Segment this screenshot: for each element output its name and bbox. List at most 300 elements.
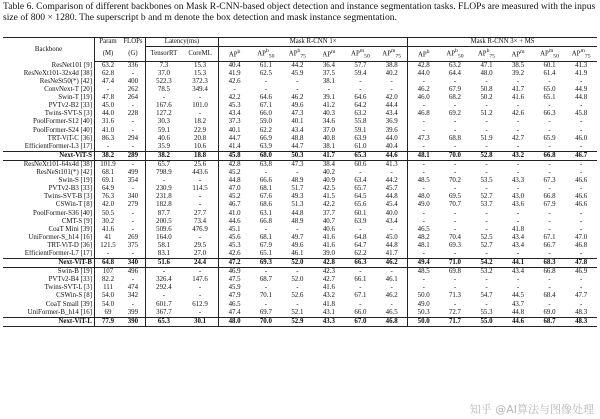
table-cell: - <box>453 185 457 193</box>
table-cell: - <box>439 160 471 169</box>
table-cell: 67.1 <box>543 233 556 241</box>
table-cell: 340 <box>121 259 145 268</box>
table-cell: 47.5 <box>228 276 241 284</box>
table-cell: - <box>345 268 377 277</box>
table-cell: 18.2 <box>182 118 219 126</box>
table-cell: 46.9 <box>565 268 597 277</box>
table-cell: 41.3 <box>376 160 408 169</box>
table-cell: 30.3 <box>157 118 170 126</box>
table-cell: - <box>516 209 520 217</box>
table-cell: 349.4 <box>182 86 219 94</box>
table-row <box>3 70 597 78</box>
table-cell: 45.6 <box>228 233 241 241</box>
table-cell: 50.3 <box>282 151 314 160</box>
backbone-name: TRT-ViT-C [36] <box>3 135 95 143</box>
table-cell: 78.5 <box>157 86 170 94</box>
table-cell: 496 <box>121 268 145 277</box>
table-cell: 66.0 <box>354 308 367 316</box>
table-cell: 66.3 <box>345 259 377 268</box>
table-cell: 25.6 <box>182 160 219 169</box>
header-param: Param <box>95 38 121 47</box>
table-cell: 42.2 <box>322 201 335 209</box>
table-cell: 72.7 <box>448 308 461 316</box>
table-cell: - <box>548 300 551 308</box>
table-cell: 69.3 <box>448 241 461 249</box>
table-row <box>3 309 597 318</box>
table-cell: 37.5 <box>322 69 335 77</box>
table-cell: 44.8 <box>228 177 241 185</box>
table-cell: - <box>121 301 145 309</box>
table-cell: - <box>579 284 583 292</box>
table-row <box>3 317 597 326</box>
table-cell: 54.7 <box>480 292 493 300</box>
table-cell: 43.4 <box>376 110 408 118</box>
table-cell: 44.6 <box>376 151 408 160</box>
table-row <box>3 127 597 135</box>
table-cell: - <box>296 169 299 177</box>
table-cell: 326.4 <box>156 276 172 284</box>
table-cell: 47.3 <box>417 134 430 142</box>
backbone-name: Swin-S [19] <box>3 177 95 185</box>
table-cell: 40.4 <box>228 61 241 69</box>
table-cell: 48.2 <box>417 233 430 241</box>
table-cell: 52.7 <box>480 193 493 201</box>
table-cell: - <box>422 276 425 284</box>
table-cell: 49.3 <box>291 193 304 201</box>
table-cell: 45.3 <box>228 102 241 110</box>
table-cell: 46.6 <box>575 193 588 201</box>
table-cell: 69.5 <box>448 193 461 201</box>
table-cell: 41.6 <box>101 225 115 233</box>
table-cell: 601.7 <box>156 300 172 308</box>
table-cell: 65.7 <box>145 160 182 169</box>
table-cell: 289 <box>121 151 145 160</box>
header-ap-b50: $AP^b_{50}$ <box>250 47 282 62</box>
table-cell: 51.9 <box>480 134 493 142</box>
table-cell: 48.5 <box>417 177 430 185</box>
table-cell: 101.0 <box>182 102 219 110</box>
table-cell: 43.4 <box>376 218 408 226</box>
table-cell: 63.9 <box>354 217 367 225</box>
table-cell: 51.6 <box>145 259 182 268</box>
table-cell: 48.9 <box>291 217 304 225</box>
table-cell: 41.5 <box>322 193 335 201</box>
table-body <box>3 61 597 326</box>
table-cell: - <box>516 102 520 110</box>
table-cell: 499 <box>121 169 145 177</box>
table-cell: 48.1 <box>408 151 440 160</box>
table-row <box>3 210 597 218</box>
table-cell: 43.2 <box>322 292 335 300</box>
table-cell: 46.0 <box>575 134 588 142</box>
table-cell: - <box>485 276 488 284</box>
table-cell: 54.0 <box>101 300 115 308</box>
table-cell: 50.0 <box>417 292 430 300</box>
header-ap-m: $AP^m$ <box>313 47 345 62</box>
table-cell: 264 <box>121 94 145 102</box>
table-cell: - <box>182 177 219 185</box>
table-cell: 68.1 <box>259 185 272 193</box>
table-cell: 46.7 <box>565 151 597 160</box>
table-cell: - <box>548 118 551 126</box>
table-cell: - <box>502 160 534 169</box>
table-cell: 49.7 <box>291 233 304 241</box>
table-cell: 45.1 <box>228 225 241 233</box>
table-cell: 70.4 <box>448 233 461 241</box>
table-cell: 70.1 <box>259 292 272 300</box>
table-cell: - <box>453 78 457 85</box>
table-cell: 44.9 <box>575 86 588 94</box>
table-cell: 38.5 <box>511 61 525 69</box>
table-cell: 73.4 <box>182 218 219 226</box>
table-cell: 71.3 <box>448 292 461 300</box>
table-cell: 46.2 <box>417 86 430 94</box>
table-cell: 46.8 <box>575 241 588 249</box>
table-cell: 46.2 <box>376 259 408 268</box>
table-cell: - <box>453 276 457 284</box>
table-cell: 64.7 <box>354 241 367 249</box>
table-cell: 44.0 <box>101 110 115 118</box>
table-cell: - <box>516 78 520 85</box>
table-cell: 59.0 <box>259 118 272 126</box>
table-cell: 67.6 <box>259 193 272 201</box>
table-cell: - <box>516 217 520 225</box>
table-cell: 39.6 <box>376 127 408 135</box>
table-cell: 39.1 <box>322 94 335 102</box>
table-caption: Table 6. Comparison of different backbones on Mask R-CNN-based object detection and instance segmentation tasks. FLOPs are measured with the inpus size of 800 × 1280. The superscript b and m denote the box detection and mask instance segmentation. <box>3 1 596 24</box>
table-cell: 45.7 <box>376 185 408 193</box>
table-cell: 476.9 <box>182 226 219 234</box>
table-cell: 42.0 <box>101 201 115 209</box>
table-cell: 44.5 <box>511 292 525 300</box>
table-cell: 65.6 <box>354 201 367 209</box>
table-cell: 41.0 <box>228 209 241 217</box>
table-cell: - <box>579 78 583 85</box>
table-cell: - <box>121 276 145 284</box>
table-cell: 52.7 <box>480 241 493 249</box>
table-cell: 167.6 <box>156 102 172 110</box>
table-cell: - <box>145 268 182 277</box>
table-cell: 64.8 <box>354 233 367 241</box>
table-row <box>3 193 597 201</box>
table-cell: 29.5 <box>182 242 219 250</box>
table-cell: 443.6 <box>182 169 219 177</box>
table-cell: 42.0 <box>376 94 408 102</box>
table-cell: - <box>359 78 362 85</box>
table-cell: 53.7 <box>480 201 493 209</box>
table-cell: - <box>121 210 145 218</box>
table-cell: 52.1 <box>291 308 304 316</box>
table-cell: - <box>162 292 166 300</box>
table-cell: - <box>485 78 488 85</box>
table-cell: 69.0 <box>543 308 556 316</box>
table-cell: 61.4 <box>543 69 556 77</box>
table-cell: 55.3 <box>480 308 493 316</box>
table-cell: - <box>422 169 425 177</box>
table-cell: 69.3 <box>250 259 282 268</box>
table-cell: - <box>453 118 457 126</box>
header-ap-b50-3x: $AP^b_{50}$ <box>439 47 471 62</box>
backbone-name: ResNet101 [9] <box>3 61 95 70</box>
table-cell: - <box>121 102 145 110</box>
table-cell: 65.1 <box>259 249 272 257</box>
table-cell: 41.9 <box>228 69 241 77</box>
table-cell: 474 <box>121 284 145 292</box>
backbone-comparison-table <box>3 37 597 327</box>
table-cell: 48.5 <box>408 268 440 277</box>
table-cell: 54.2 <box>471 259 503 268</box>
table-cell: - <box>376 301 408 309</box>
table-cell: 62.8 <box>101 69 115 77</box>
table-cell: - <box>453 142 457 150</box>
table-cell: 46.6 <box>575 201 588 209</box>
table-cell: 46.9 <box>219 268 251 277</box>
table-cell: 47.0 <box>575 233 588 241</box>
table-cell: - <box>485 284 488 292</box>
table-cell: - <box>579 276 583 284</box>
table-cell: 43.4 <box>228 110 241 118</box>
table-cell: - <box>579 102 583 110</box>
table-cell: - <box>376 78 408 86</box>
table-cell: - <box>453 209 457 217</box>
table-cell: 46.8 <box>376 317 408 326</box>
table-cell: - <box>485 185 488 193</box>
table-cell: 65.3 <box>345 151 377 160</box>
table-cell: 49.6 <box>291 102 304 110</box>
table-cell: 269 <box>121 234 145 242</box>
header-ap-m75: $AP^m_{75}$ <box>376 47 408 62</box>
backbone-name: PoolFormer-S24 [40] <box>3 127 95 135</box>
table-cell: - <box>296 300 299 308</box>
table-cell: - <box>422 118 425 126</box>
table-cell: 50.2 <box>480 94 493 102</box>
table-row <box>3 301 597 309</box>
table-cell: 63.2 <box>354 110 367 118</box>
table-cell: - <box>296 225 299 233</box>
table-row <box>3 218 597 226</box>
table-cell: 121.5 <box>100 241 116 249</box>
table-cell: - <box>548 217 551 225</box>
table-cell: 45.4 <box>376 201 408 209</box>
table-cell: 47.9 <box>228 292 241 300</box>
table-cell: 59.1 <box>157 126 170 134</box>
table-cell: 43.4 <box>502 268 534 277</box>
table-cell: 44.4 <box>376 102 408 110</box>
table-cell: 49.0 <box>417 201 430 209</box>
table-cell: 70.7 <box>448 201 461 209</box>
table-cell: 42.7 <box>322 276 335 284</box>
table-cell: - <box>579 142 583 150</box>
table-cell: 45.2 <box>228 169 241 177</box>
table-cell: 68.0 <box>250 151 282 160</box>
header-mask-3x: Mask R-CNN 3× + MS <box>408 38 597 47</box>
table-cell: 46.1 <box>376 276 408 284</box>
table-cell: 340 <box>121 193 145 201</box>
table-cell: 53.5 <box>480 177 493 185</box>
table-row <box>3 185 597 193</box>
table-cell: 509.6 <box>156 225 172 233</box>
table-cell: 50.3 <box>417 308 430 316</box>
backbone-name: CMT-S [9] <box>3 218 95 226</box>
table-cell: 38.1 <box>322 142 335 150</box>
backbone-name: Twins-SVT-B [3] <box>3 193 95 201</box>
table-cell: 48.0 <box>480 69 493 77</box>
table-cell: 67.1 <box>354 292 367 300</box>
table-cell: 64.6 <box>259 94 272 102</box>
backbone-name: Twins-SVT-S [3] <box>3 110 95 118</box>
table-row <box>3 250 597 259</box>
table-cell: 262 <box>121 86 145 94</box>
table-cell: - <box>485 225 488 233</box>
table-cell: 76.3 <box>101 193 115 201</box>
header-ap-b75: $AP^b_{75}$ <box>282 47 314 62</box>
table-row <box>3 78 597 86</box>
table-cell: 43.2 <box>502 151 534 160</box>
table-cell: - <box>162 94 166 102</box>
table-cell: 798.9 <box>156 169 172 177</box>
table-cell: 39.0 <box>322 249 335 257</box>
table-cell: 46.5 <box>228 300 241 308</box>
table-cell: 44.8 <box>291 209 304 217</box>
table-cell: 38.4 <box>313 160 345 169</box>
table-cell: - <box>548 276 551 284</box>
table-cell: - <box>453 169 457 177</box>
table-cell: 46.6 <box>575 177 588 185</box>
table-cell: 67.9 <box>543 201 556 209</box>
table-cell: 31.6 <box>101 118 115 126</box>
table-cell: 522.3 <box>156 78 172 85</box>
table-cell: 400 <box>121 78 145 86</box>
header-ap-b75-3x: $AP^b_{75}$ <box>471 47 503 62</box>
table-cell: - <box>359 300 362 308</box>
table-cell: 40.6 <box>322 225 335 233</box>
table-cell: 45.8 <box>219 151 251 160</box>
table-cell: - <box>408 160 440 169</box>
table-cell: 27.0 <box>182 250 219 259</box>
table-cell: 48.9 <box>291 177 304 185</box>
table-cell: - <box>453 249 457 257</box>
header-latency: Latency(ms) <box>145 38 218 47</box>
table-cell: - <box>264 300 268 308</box>
table-cell: 69 <box>104 308 112 316</box>
table-row <box>3 268 597 277</box>
table-cell: 49.0 <box>417 300 430 308</box>
backbone-name: ResNeSt50(*) [42] <box>3 78 95 86</box>
table-cell: - <box>579 225 583 233</box>
table-cell: 40.0 <box>376 210 408 218</box>
table-cell: - <box>121 143 145 152</box>
table-cell: - <box>579 169 583 177</box>
table-cell: 41.3 <box>575 61 588 69</box>
table-cell: 230.9 <box>156 185 172 193</box>
table-cell: 86.3 <box>101 134 115 142</box>
table-cell: 41.6 <box>511 94 525 102</box>
table-cell: 47.8 <box>565 259 597 268</box>
table-cell: 46.2 <box>376 292 408 300</box>
table-cell: 51.2 <box>480 110 493 118</box>
table-cell: 43.3 <box>511 177 525 185</box>
table-cell: 83.1 <box>157 249 170 257</box>
table-cell: 10.6 <box>182 143 219 152</box>
table-cell: 66.8 <box>534 268 566 277</box>
table-cell: - <box>548 126 551 134</box>
table-cell: 66.3 <box>543 110 556 118</box>
header-coreml: CoreML <box>182 47 219 62</box>
table-cell: - <box>548 142 551 150</box>
table-row <box>3 259 597 268</box>
table-cell: - <box>422 142 425 150</box>
table-cell: 42.8 <box>219 160 251 169</box>
table-cell: 44.0 <box>376 135 408 143</box>
table-cell: 64.8 <box>95 259 121 268</box>
table-cell: 82.2 <box>101 276 115 284</box>
table-cell: - <box>485 126 488 134</box>
table-cell: - <box>422 249 425 257</box>
table-cell: 46.8 <box>417 110 430 118</box>
header-ap-m75-3x: $AP^m_{75}$ <box>565 47 597 62</box>
table-cell: 34.6 <box>322 118 335 126</box>
table-cell: 44.7 <box>228 134 241 142</box>
table-cell: 43.6 <box>511 201 525 209</box>
table-cell: 43.0 <box>511 193 525 201</box>
table-cell: - <box>121 118 145 126</box>
table-cell: - <box>485 300 488 308</box>
table-cell: 45.2 <box>228 193 241 201</box>
table-cell: - <box>106 249 110 257</box>
table-cell: 390 <box>121 317 145 326</box>
table-cell: 44.2 <box>376 177 408 185</box>
table-cell: 375 <box>121 242 145 250</box>
table-cell: - <box>453 284 457 292</box>
table-cell: 111 <box>103 284 113 292</box>
table-cell: - <box>516 185 520 193</box>
table-cell: 46.2 <box>291 94 304 102</box>
table-cell: 70.0 <box>250 317 282 326</box>
table-cell: 46.1 <box>291 249 304 257</box>
table-cell: - <box>422 209 425 217</box>
table-cell: 43.3 <box>313 317 345 326</box>
table-cell: 52.9 <box>282 317 314 326</box>
table-cell: 47.3 <box>291 110 304 118</box>
table-cell: 63.1 <box>259 209 272 217</box>
table-cell: 51.7 <box>291 185 304 193</box>
table-cell: 47.4 <box>101 78 115 85</box>
table-cell: 69.1 <box>101 177 115 185</box>
table-cell: 40.7 <box>322 217 335 225</box>
table-cell: - <box>548 169 551 177</box>
table-cell: - <box>516 249 520 257</box>
header-backbone: Backbone <box>3 38 95 62</box>
header-ap-b: $AP^b$ <box>219 47 251 62</box>
table-cell: 47.4 <box>228 308 241 316</box>
table-cell: 372.3 <box>182 78 219 86</box>
table-cell: 66.7 <box>543 241 556 249</box>
table-row <box>3 143 597 152</box>
table-cell: 44.6 <box>228 217 241 225</box>
table-cell: 41.4 <box>228 142 241 150</box>
table-cell: - <box>548 185 551 193</box>
table-cell: 66.1 <box>354 276 367 284</box>
table-cell: 39.2 <box>511 69 525 77</box>
table-cell: 66.9 <box>259 134 272 142</box>
table-cell: 67.3 <box>543 177 556 185</box>
table-cell: - <box>548 209 551 217</box>
table-cell: 52.0 <box>282 259 314 268</box>
table-cell: 44.8 <box>575 94 588 102</box>
table-cell: 43.4 <box>511 241 525 249</box>
backbone-name: TRT-ViT-D [36] <box>3 242 95 250</box>
table-cell: - <box>296 78 299 85</box>
